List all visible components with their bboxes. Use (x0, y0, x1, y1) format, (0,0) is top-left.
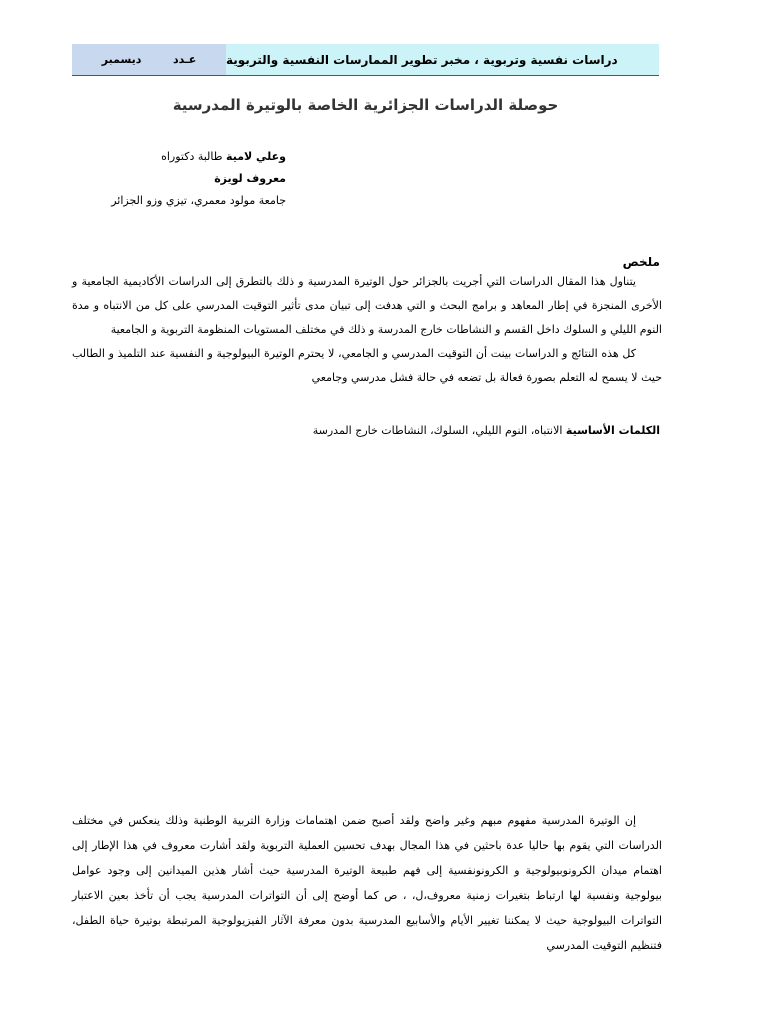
abstract-paragraph-2: كل هذه النتائج و الدراسات بينت أن التوقيت المدرسي و الجامعي، لا يحترم الوتيرة البيولوجية و النفسية عند التلميذ و الطالب حيث لا يسمح له التعلم بصورة فعالة بل تضعه في حالة فشل مدرسي وجامعي (72, 347, 662, 384)
keywords-label: الكلمات الأساسية (565, 424, 660, 437)
journal-name-box (226, 44, 659, 75)
abstract-heading: ملخص (622, 255, 660, 269)
article-title: حوصلة الدراسات الجزائرية الخاصة بالوتيرة المدرسية (172, 96, 559, 114)
keywords-list: الانتباه، النوم الليلي، السلوك، النشاطات خارج المدرسة (312, 424, 563, 437)
issue-box (72, 44, 226, 75)
abstract-body (72, 270, 662, 390)
issue-month: ديسمبر (101, 53, 142, 66)
body-text (72, 808, 662, 958)
author-block (26, 146, 286, 212)
author1-role: طالبة دكتوراه (161, 150, 223, 163)
author1-name: وعلي لامية (226, 150, 286, 163)
issue-label: عـدد (172, 53, 197, 66)
author-line-2 (26, 168, 286, 190)
author-line-1 (26, 146, 286, 168)
journal-name: دراسات نفسية وتربوية ، مخبر تطوير الممارسات النفسية والتربوية (226, 52, 618, 67)
affiliation: جامعة مولود معمري، تيزي وزو الجزائر (111, 194, 286, 207)
body-paragraph-1: إن الوتيرة المدرسية مفهوم مبهم وغير واضح ولقد أصبح ضمن اهتمامات وزارة التربية الوطنية وذلك ينعكس في مختلف الدراسات التي يقوم بها حاليا عدة باحثين في هذا المجال بهدف تحسين العملية التربوية ولقد أشارت معروف في هذا الإطار إلى اهتمام ميدان الكرونوبيولوجية و الكرونونفسية إلى فهم طبيعة الوتيرة المدرسية حيث أشار هذين الميدانين إلى وجود عوامل بيولوجية ونفسية لها ارتباط بتغيرات زمنية معروف،ل، ، ص كما أوضح إلى أن التواترات المدرسية يجب أن تأخذ بعين الاعتبار التواترات البيولوجية حيث لا يمكننا تغيير الأيام والأسابيع المدرسية بدون معرفة الآثار الفيزيولوجية المرتبطة بوتيرة حياة الطفل، فتنظيم التوقيت المدرسي (72, 814, 662, 952)
keywords-line (70, 424, 660, 437)
author2-name: معروف لويزة (214, 172, 286, 185)
abstract-paragraph-1: يتناول هذا المقال الدراسات التي أجريت بالجزائر حول الوتيرة المدرسية و ذلك بالتطرق إلى الدراسات الأكاديمية الجامعية و الأخرى المنجزة في إطار المعاهد و برامج البحث و التي هدفت إلى تبيان مدى تأثير التوقيت المدرسي على كل من الانتباه و مدة النوم الليلي و السلوك داخل القسم و النشاطات خارج المدرسة و ذلك في مختلف المستويات المنظومة التربوية و الجامعية (72, 275, 662, 336)
journal-header (72, 44, 659, 76)
